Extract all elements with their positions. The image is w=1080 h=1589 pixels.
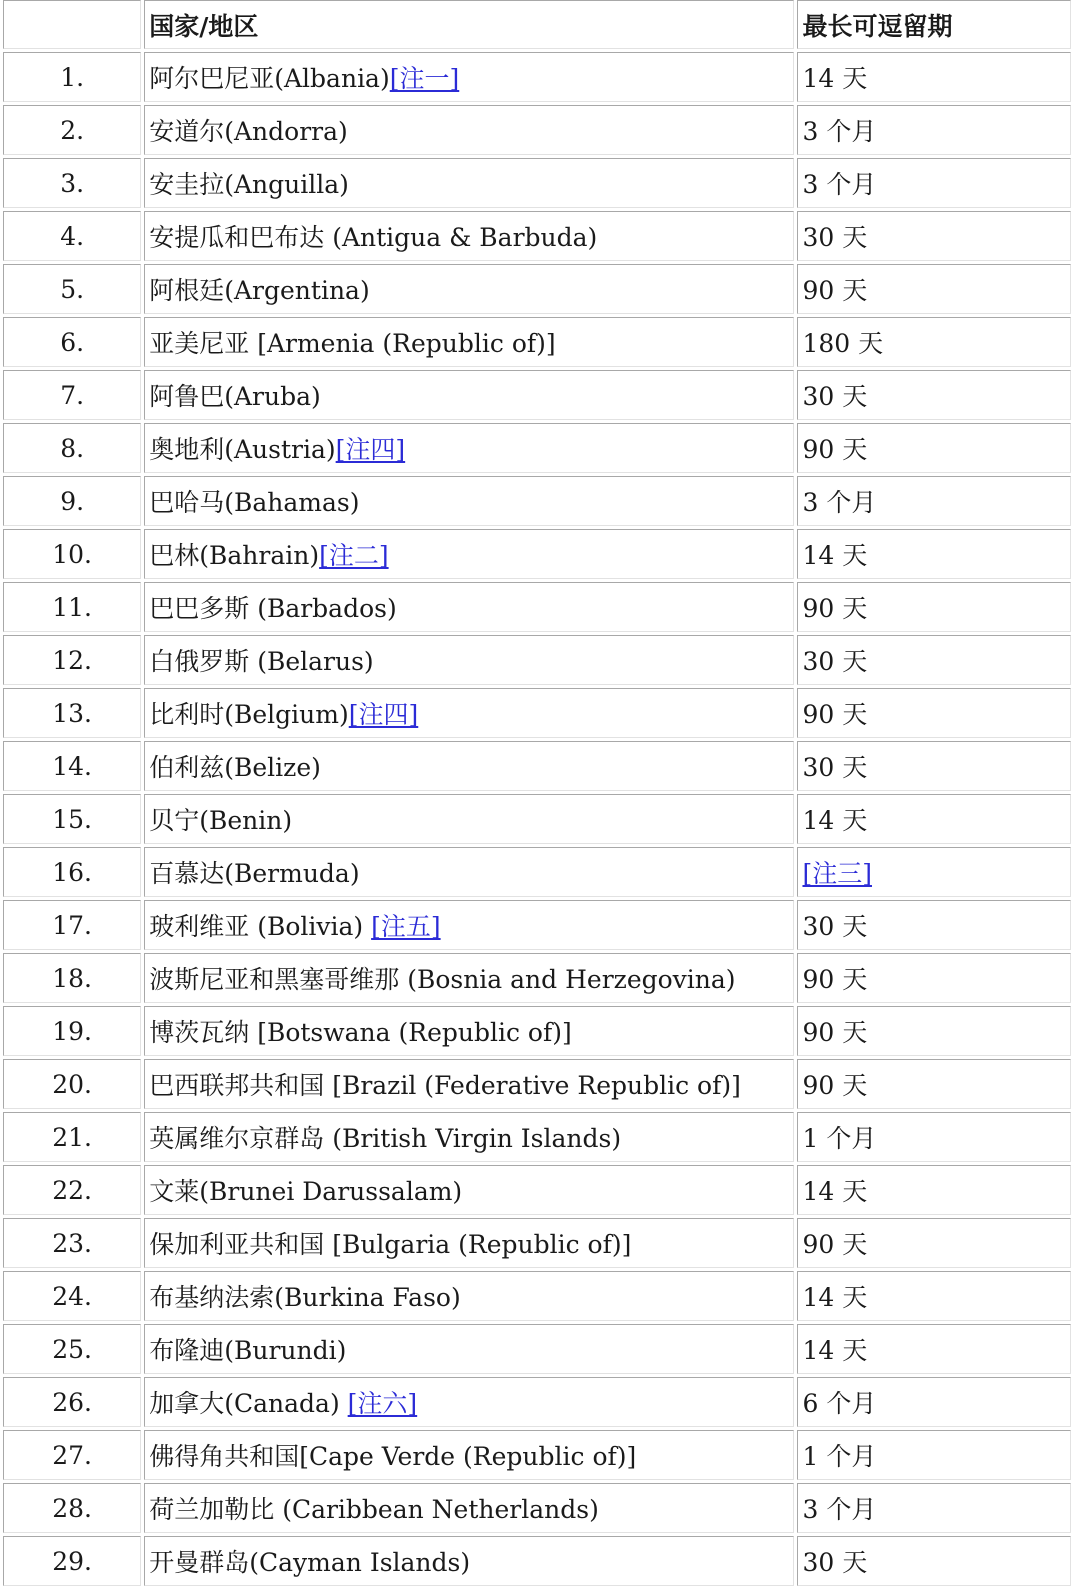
max-stay-cell: [797, 953, 1071, 1003]
max-stay-value: 14 天: [802, 64, 868, 93]
row-number: 29.: [3, 1536, 141, 1586]
max-stay-cell: [797, 1324, 1071, 1374]
table-row: [3, 423, 1071, 473]
row-number: 20.: [3, 1059, 141, 1109]
table-row: [3, 1218, 1071, 1268]
country-note-link[interactable]: [注一]: [389, 64, 460, 93]
row-number: 21.: [3, 1112, 141, 1162]
table-row: [3, 211, 1071, 261]
max-stay-cell: [797, 317, 1071, 367]
country-cell: [144, 741, 794, 791]
country-name: 阿根廷(Argentina): [149, 276, 370, 305]
max-stay-value: 1 个月: [802, 1442, 877, 1471]
country-note-link[interactable]: [注五]: [371, 912, 441, 941]
max-stay-cell: [797, 476, 1071, 526]
country-cell: [144, 1271, 794, 1321]
max-stay-value: 30 天: [802, 382, 868, 411]
country-name: 巴西联邦共和国 [Brazil (Federative Republic of)]: [149, 1071, 741, 1100]
table-row: [3, 953, 1071, 1003]
country-name: 白俄罗斯 (Belarus): [149, 647, 374, 676]
table-row: [3, 1430, 1071, 1480]
country-name: 贝宁(Benin): [149, 806, 293, 835]
max-stay-value: 3 个月: [802, 117, 877, 146]
country-cell: [144, 582, 794, 632]
max-stay-cell: [797, 1483, 1071, 1533]
max-stay-value: 1 个月: [802, 1124, 877, 1153]
table-row: [3, 1536, 1071, 1586]
country-note-link[interactable]: [注四]: [335, 435, 406, 464]
table-row: [3, 1483, 1071, 1533]
max-stay-value: 90 天: [802, 276, 868, 305]
country-note-link[interactable]: [注二]: [319, 541, 389, 570]
country-name: 英属维尔京群岛 (British Virgin Islands): [149, 1124, 622, 1153]
max-stay-value: 180 天: [802, 329, 884, 358]
country-name: 百慕达(Bermuda): [149, 859, 360, 888]
country-cell: [144, 1536, 794, 1586]
country-name: 荷兰加勒比 (Caribbean Netherlands): [149, 1495, 599, 1524]
max-stay-cell: [797, 1006, 1071, 1056]
header-max-stay: 最长可逗留期: [797, 0, 1071, 49]
country-name: 加拿大(Canada): [149, 1389, 348, 1418]
row-number: 28.: [3, 1483, 141, 1533]
country-cell: [144, 158, 794, 208]
row-number: 5.: [3, 264, 141, 314]
table-row: [3, 1271, 1071, 1321]
max-stay-value: 90 天: [802, 700, 868, 729]
country-cell: [144, 529, 794, 579]
country-cell: [144, 953, 794, 1003]
table-row: [3, 582, 1071, 632]
row-number: 22.: [3, 1165, 141, 1215]
country-note-link[interactable]: [注四]: [348, 700, 419, 729]
table-row: [3, 264, 1071, 314]
row-number: 6.: [3, 317, 141, 367]
row-number: 16.: [3, 847, 141, 897]
table-row: [3, 317, 1071, 367]
row-number: 14.: [3, 741, 141, 791]
country-cell: [144, 211, 794, 261]
country-cell: [144, 52, 794, 102]
table-row: [3, 370, 1071, 420]
max-stay-cell: [797, 105, 1071, 155]
row-number: 27.: [3, 1430, 141, 1480]
country-name: 阿尔巴尼亚(Albania): [149, 64, 390, 93]
country-cell: [144, 1165, 794, 1215]
row-number: 19.: [3, 1006, 141, 1056]
country-name: 波斯尼亚和黑塞哥维那 (Bosnia and Herzegovina): [149, 965, 736, 994]
max-stay-cell: [797, 1536, 1071, 1586]
row-number: 11.: [3, 582, 141, 632]
row-number: 12.: [3, 635, 141, 685]
table-row: [3, 794, 1071, 844]
max-stay-value: 30 天: [802, 753, 868, 782]
max-stay-cell: [797, 847, 1071, 897]
max-stay-value: 3 个月: [802, 488, 877, 517]
max-stay-cell: [797, 900, 1071, 950]
table-row: [3, 1112, 1071, 1162]
country-name: 安圭拉(Anguilla): [149, 170, 349, 199]
max-stay-value: 14 天: [802, 1336, 868, 1365]
header-country: 国家/地区: [144, 0, 794, 49]
country-name: 安提瓜和巴布达 (Antigua & Barbuda): [149, 223, 598, 252]
row-number: 17.: [3, 900, 141, 950]
country-cell: [144, 1430, 794, 1480]
country-cell: [144, 1059, 794, 1109]
country-cell: [144, 264, 794, 314]
max-stay-cell: [797, 794, 1071, 844]
max-stay-value: 30 天: [802, 1548, 868, 1577]
country-name: 比利时(Belgium): [149, 700, 349, 729]
country-cell: [144, 1324, 794, 1374]
country-name: 布基纳法索(Burkina Faso): [149, 1283, 461, 1312]
row-number: 23.: [3, 1218, 141, 1268]
country-cell: [144, 1218, 794, 1268]
max-stay-value: 90 天: [802, 1018, 868, 1047]
row-number: 10.: [3, 529, 141, 579]
country-name: 巴哈马(Bahamas): [149, 488, 360, 517]
row-number: 25.: [3, 1324, 141, 1374]
table-row: [3, 1324, 1071, 1374]
max-stay-cell: [797, 423, 1071, 473]
row-number: 7.: [3, 370, 141, 420]
max-stay-cell: [797, 1059, 1071, 1109]
stay-note-link[interactable]: [注三]: [802, 859, 872, 888]
table-row: [3, 1377, 1071, 1427]
max-stay-value: 90 天: [802, 1071, 868, 1100]
max-stay-cell: [797, 688, 1071, 738]
row-number: 18.: [3, 953, 141, 1003]
country-cell: [144, 370, 794, 420]
country-cell: [144, 1483, 794, 1533]
table-row: [3, 158, 1071, 208]
country-cell: [144, 476, 794, 526]
country-name: 玻利维亚 (Bolivia): [149, 912, 372, 941]
header-number: [3, 0, 141, 49]
row-number: 13.: [3, 688, 141, 738]
country-cell: [144, 688, 794, 738]
table-row: [3, 529, 1071, 579]
country-name: 保加利亚共和国 [Bulgaria (Republic of)]: [149, 1230, 632, 1259]
country-name: 巴巴多斯 (Barbados): [149, 594, 397, 623]
max-stay-cell: [797, 211, 1071, 261]
max-stay-cell: [797, 741, 1071, 791]
row-number: 1.: [3, 52, 141, 102]
country-cell: [144, 635, 794, 685]
max-stay-value: 14 天: [802, 1177, 868, 1206]
table-row: [3, 105, 1071, 155]
country-cell: [144, 794, 794, 844]
max-stay-cell: [797, 52, 1071, 102]
country-name: 安道尔(Andorra): [149, 117, 348, 146]
row-number: 24.: [3, 1271, 141, 1321]
table-row: [3, 635, 1071, 685]
max-stay-cell: [797, 635, 1071, 685]
table-row: [3, 52, 1071, 102]
max-stay-value: 14 天: [802, 541, 868, 570]
max-stay-cell: [797, 1165, 1071, 1215]
max-stay-cell: [797, 582, 1071, 632]
max-stay-value: 30 天: [802, 912, 868, 941]
max-stay-value: 90 天: [802, 594, 868, 623]
row-number: 26.: [3, 1377, 141, 1427]
row-number: 15.: [3, 794, 141, 844]
max-stay-cell: [797, 1271, 1071, 1321]
max-stay-value: 14 天: [802, 1283, 868, 1312]
table-row: [3, 900, 1071, 950]
max-stay-value: 6 个月: [802, 1389, 877, 1418]
row-number: 4.: [3, 211, 141, 261]
max-stay-cell: [797, 1430, 1071, 1480]
header-row: [3, 0, 1071, 49]
country-note-link[interactable]: [注六]: [347, 1389, 418, 1418]
country-cell: [144, 900, 794, 950]
country-cell: [144, 1377, 794, 1427]
max-stay-cell: [797, 264, 1071, 314]
country-cell: [144, 317, 794, 367]
max-stay-cell: [797, 158, 1071, 208]
max-stay-cell: [797, 1112, 1071, 1162]
country-name: 开曼群岛(Cayman Islands): [149, 1548, 471, 1577]
table-row: [3, 1006, 1071, 1056]
country-cell: [144, 1112, 794, 1162]
country-cell: [144, 105, 794, 155]
country-cell: [144, 847, 794, 897]
country-cell: [144, 1006, 794, 1056]
country-name: 佛得角共和国[Cape Verde (Republic of)]: [149, 1442, 637, 1471]
max-stay-value: 30 天: [802, 223, 868, 252]
max-stay-value: 90 天: [802, 435, 868, 464]
max-stay-cell: [797, 1218, 1071, 1268]
row-number: 9.: [3, 476, 141, 526]
country-cell: [144, 423, 794, 473]
table-row: [3, 476, 1071, 526]
max-stay-value: 90 天: [802, 1230, 868, 1259]
row-number: 2.: [3, 105, 141, 155]
country-name: 亚美尼亚 [Armenia (Republic of)]: [149, 329, 556, 358]
country-name: 阿鲁巴(Aruba): [149, 382, 321, 411]
max-stay-value: 3 个月: [802, 1495, 877, 1524]
max-stay-value: 90 天: [802, 965, 868, 994]
row-number: 8.: [3, 423, 141, 473]
max-stay-cell: [797, 370, 1071, 420]
table-row: [3, 1059, 1071, 1109]
max-stay-cell: [797, 1377, 1071, 1427]
max-stay-value: 3 个月: [802, 170, 877, 199]
max-stay-value: 14 天: [802, 806, 868, 835]
table-row: [3, 847, 1071, 897]
row-number: 3.: [3, 158, 141, 208]
country-name: 巴林(Bahrain): [149, 541, 320, 570]
table-row: [3, 1165, 1071, 1215]
max-stay-value: 30 天: [802, 647, 868, 676]
country-name: 奥地利(Austria): [149, 435, 336, 464]
country-name: 布隆迪(Burundi): [149, 1336, 347, 1365]
country-name: 文莱(Brunei Darussalam): [149, 1177, 463, 1206]
country-name: 伯利兹(Belize): [149, 753, 321, 782]
country-name: 博茨瓦纳 [Botswana (Republic of)]: [149, 1018, 572, 1047]
table-row: [3, 688, 1071, 738]
max-stay-cell: [797, 529, 1071, 579]
table-row: [3, 741, 1071, 791]
